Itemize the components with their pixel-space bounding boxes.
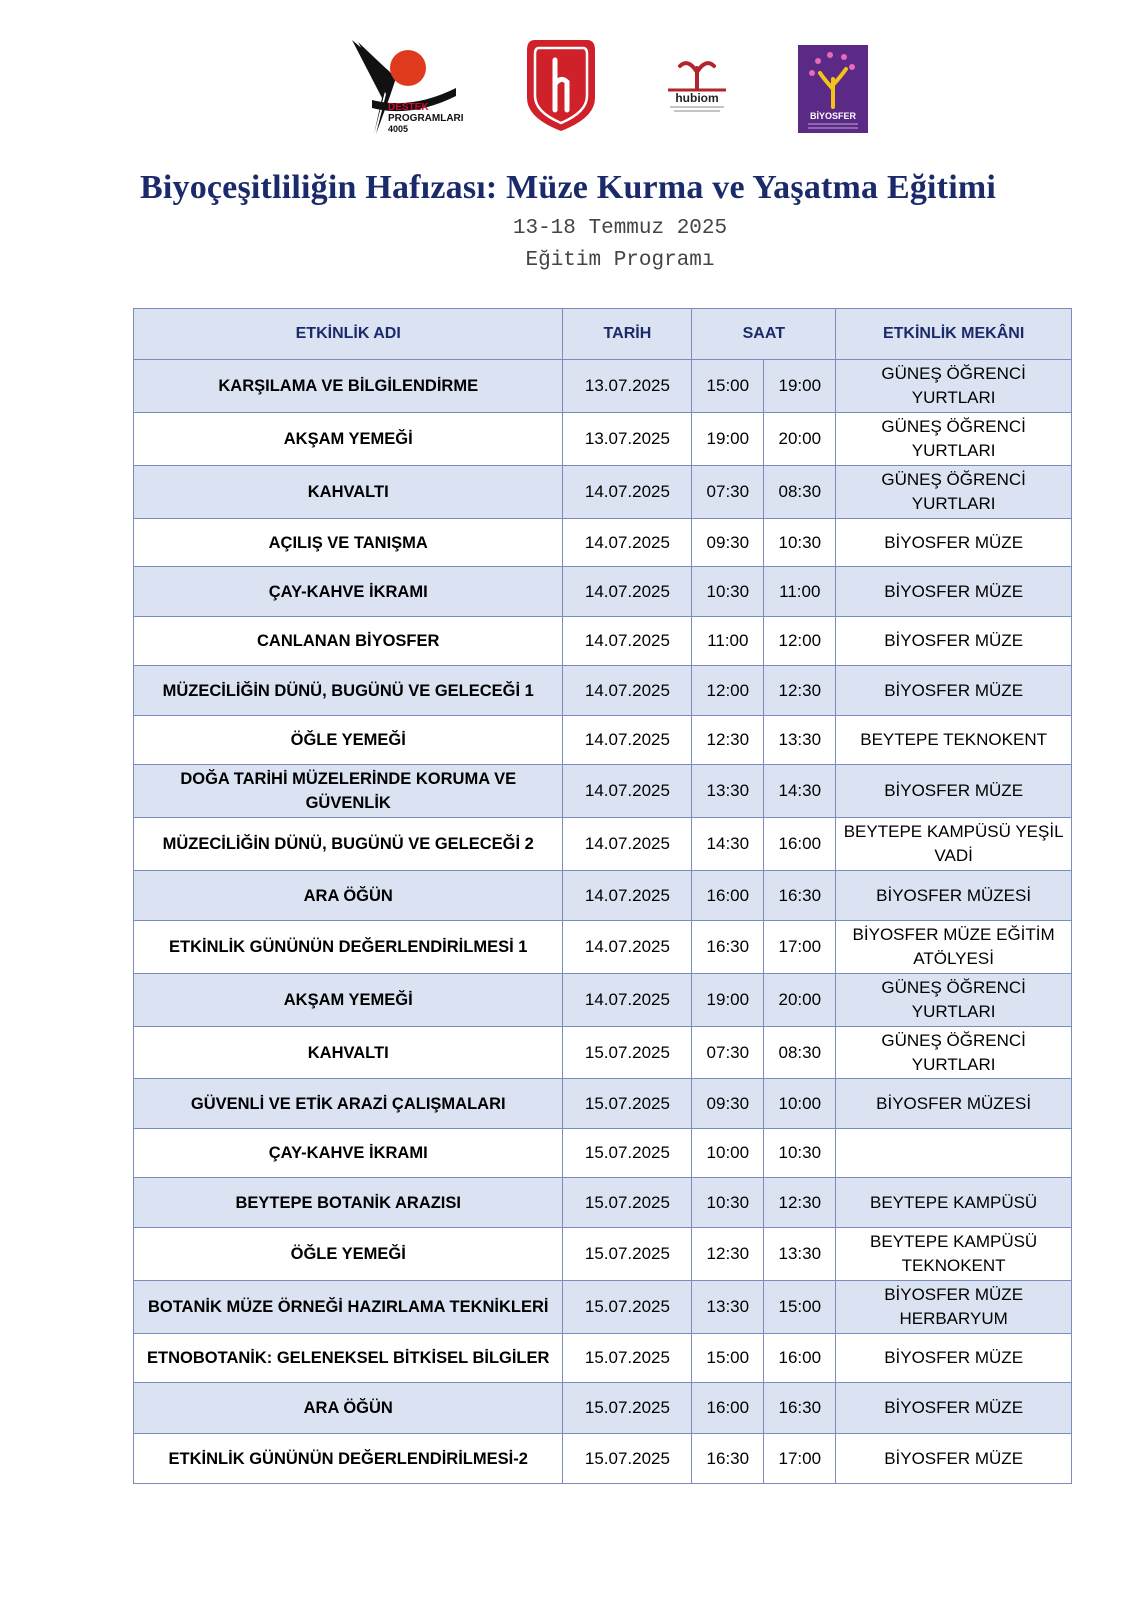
date-range: 13-18 Temmuz 2025 [512,217,728,240]
table-row [134,921,1072,974]
destek-programlari-logo [352,38,470,138]
cell-venue: BEYTEPE KAMPÜSÜ TEKNOKENT [836,1228,1072,1281]
cell-date: 14.07.2025 [563,567,692,617]
svg-text:BİYOSFER: BİYOSFER [809,111,857,121]
table-row [134,1334,1072,1383]
cell-venue: BEYTEPE TEKNOKENT [836,716,1072,765]
cell-venue: BİYOSFER MÜZESİ [836,1079,1072,1129]
table-row [134,765,1072,818]
cell-venue: BİYOSFER MÜZE [836,765,1072,818]
table-row [134,1281,1072,1334]
cell-venue: BİYOSFER MÜZE EĞİTİM ATÖLYESİ [836,921,1072,974]
table-row [134,1228,1072,1281]
table-row [134,617,1072,666]
cell-name: ÖĞLE YEMEĞİ [134,1228,563,1281]
cell-end: 12:00 [764,617,836,666]
cell-name: AKŞAM YEMEĞİ [134,413,563,466]
cell-start: 10:30 [692,567,764,617]
cell-date: 14.07.2025 [563,871,692,921]
table-row [134,1027,1072,1079]
svg-text:4005: 4005 [388,124,409,134]
cell-end: 20:00 [764,974,836,1027]
cell-start: 13:30 [692,1281,764,1334]
cell-name: ÇAY-KAHVE İKRAMI [134,567,563,617]
cell-end: 16:00 [764,818,836,871]
cell-end: 13:30 [764,1228,836,1281]
cell-end: 13:30 [764,716,836,765]
cell-start: 10:00 [692,1129,764,1178]
table-row [134,871,1072,921]
cell-date: 15.07.2025 [563,1434,692,1484]
cell-start: 10:30 [692,1178,764,1228]
cell-name: KAHVALTI [134,1027,563,1079]
cell-start: 16:30 [692,921,764,974]
cell-start: 12:30 [692,1228,764,1281]
cell-start: 16:00 [692,871,764,921]
column-header-name: ETKİNLİK ADI [134,309,563,360]
column-header-time: SAAT [692,309,836,360]
table-row [134,360,1072,413]
cell-name: BOTANİK MÜZE ÖRNEĞİ HAZIRLAMA TEKNİKLERİ [134,1281,563,1334]
cell-start: 16:30 [692,1434,764,1484]
cell-venue: BİYOSFER MÜZE [836,519,1072,567]
cell-name: GÜVENLİ VE ETİK ARAZİ ÇALIŞMALARI [134,1079,563,1129]
cell-start: 12:30 [692,716,764,765]
table-row [134,1079,1072,1129]
cell-date: 15.07.2025 [563,1334,692,1383]
hacettepe-university-logo [525,38,597,133]
cell-start: 19:00 [692,974,764,1027]
cell-date: 15.07.2025 [563,1228,692,1281]
cell-date: 15.07.2025 [563,1079,692,1129]
cell-start: 09:30 [692,519,764,567]
cell-start: 07:30 [692,466,764,519]
cell-date: 14.07.2025 [563,519,692,567]
cell-date: 15.07.2025 [563,1281,692,1334]
cell-end: 16:00 [764,1334,836,1383]
cell-start: 11:00 [692,617,764,666]
column-header-date: TARİH [563,309,692,360]
cell-venue: GÜNEŞ ÖĞRENCİ YURTLARI [836,360,1072,413]
cell-venue: GÜNEŞ ÖĞRENCİ YURTLARI [836,413,1072,466]
cell-venue: BİYOSFER MÜZESİ [836,871,1072,921]
cell-name: MÜZECİLİĞİN DÜNÜ, BUGÜNÜ VE GELECEĞİ 2 [134,818,563,871]
table-row [134,1434,1072,1484]
cell-venue: GÜNEŞ ÖĞRENCİ YURTLARI [836,1027,1072,1079]
svg-text:DESTEK: DESTEK [388,102,429,113]
cell-start: 09:30 [692,1079,764,1129]
cell-venue: BİYOSFER MÜZE [836,1434,1072,1484]
cell-start: 19:00 [692,413,764,466]
biyosfer-logo [798,45,868,133]
logo-bar [0,38,1136,138]
cell-venue: BİYOSFER MÜZE [836,666,1072,716]
cell-start: 16:00 [692,1383,764,1434]
cell-date: 14.07.2025 [563,617,692,666]
cell-end: 16:30 [764,1383,836,1434]
document-subtitle: Eğitim Programı [525,249,715,272]
cell-start: 13:30 [692,765,764,818]
cell-venue: BİYOSFER MÜZE [836,617,1072,666]
cell-name: KARŞILAMA VE BİLGİLENDİRME [134,360,563,413]
cell-name: AÇILIŞ VE TANIŞMA [134,519,563,567]
cell-end: 11:00 [764,567,836,617]
cell-end: 12:30 [764,666,836,716]
cell-venue: BİYOSFER MÜZE [836,1383,1072,1434]
cell-venue: BİYOSFER MÜZE [836,567,1072,617]
cell-start: 07:30 [692,1027,764,1079]
cell-end: 10:00 [764,1079,836,1129]
cell-name: BEYTEPE BOTANİK ARAZISI [134,1178,563,1228]
cell-name: MÜZECİLİĞİN DÜNÜ, BUGÜNÜ VE GELECEĞİ 1 [134,666,563,716]
cell-date: 14.07.2025 [563,716,692,765]
cell-venue: BİYOSFER MÜZE [836,1334,1072,1383]
cell-name: ÖĞLE YEMEĞİ [134,716,563,765]
cell-date: 15.07.2025 [563,1027,692,1079]
cell-name: KAHVALTI [134,466,563,519]
cell-date: 15.07.2025 [563,1383,692,1434]
cell-name: ARA ÖĞÜN [134,1383,563,1434]
table-row [134,1129,1072,1178]
cell-end: 17:00 [764,1434,836,1484]
cell-venue: GÜNEŞ ÖĞRENCİ YURTLARI [836,974,1072,1027]
schedule-body [134,360,1072,1484]
cell-end: 17:00 [764,921,836,974]
table-row [134,519,1072,567]
table-row [134,567,1072,617]
cell-name: DOĞA TARİHİ MÜZELERİNDE KORUMA VE GÜVENLİK [134,765,563,818]
cell-name: ETKİNLİK GÜNÜNÜN DEĞERLENDİRİLMESİ 1 [134,921,563,974]
cell-date: 13.07.2025 [563,413,692,466]
cell-name: ETKİNLİK GÜNÜNÜN DEĞERLENDİRİLMESİ-2 [134,1434,563,1484]
cell-start: 14:30 [692,818,764,871]
cell-end: 08:30 [764,1027,836,1079]
table-header-row [134,309,1072,360]
cell-venue: GÜNEŞ ÖĞRENCİ YURTLARI [836,466,1072,519]
cell-start: 12:00 [692,666,764,716]
cell-name: ÇAY-KAHVE İKRAMI [134,1129,563,1178]
cell-name: AKŞAM YEMEĞİ [134,974,563,1027]
cell-end: 10:30 [764,519,836,567]
cell-start: 15:00 [692,360,764,413]
cell-name: CANLANAN BİYOSFER [134,617,563,666]
cell-end: 15:00 [764,1281,836,1334]
cell-date: 14.07.2025 [563,666,692,716]
cell-end: 16:30 [764,871,836,921]
cell-name: ARA ÖĞÜN [134,871,563,921]
cell-date: 13.07.2025 [563,360,692,413]
hubiom-logo [650,50,745,120]
svg-text:hubiom: hubiom [675,91,719,105]
cell-end: 10:30 [764,1129,836,1178]
document-title: Biyoçeşitliliğin Hafızası: Müze Kurma ve Yaşatma Eğitimi [139,169,997,206]
cell-venue [836,1129,1072,1178]
cell-end: 14:30 [764,765,836,818]
table-row [134,413,1072,466]
cell-end: 12:30 [764,1178,836,1228]
cell-date: 14.07.2025 [563,818,692,871]
table-row [134,1178,1072,1228]
svg-text:PROGRAMLARI: PROGRAMLARI [388,113,464,124]
schedule-table [133,308,1072,1484]
cell-date: 14.07.2025 [563,765,692,818]
cell-venue: BİYOSFER MÜZE HERBARYUM [836,1281,1072,1334]
cell-venue: BEYTEPE KAMPÜSÜ YEŞİL VADİ [836,818,1072,871]
cell-name: ETNOBOTANİK: GELENEKSEL BİTKİSEL BİLGİLER [134,1334,563,1383]
table-row [134,716,1072,765]
table-row [134,1383,1072,1434]
cell-end: 08:30 [764,466,836,519]
cell-date: 14.07.2025 [563,921,692,974]
table-row [134,818,1072,871]
cell-end: 19:00 [764,360,836,413]
table-row [134,466,1072,519]
column-header-venue: ETKİNLİK MEKÂNI [836,309,1072,360]
cell-venue: BEYTEPE KAMPÜSÜ [836,1178,1072,1228]
cell-date: 14.07.2025 [563,974,692,1027]
cell-end: 20:00 [764,413,836,466]
cell-start: 15:00 [692,1334,764,1383]
cell-date: 15.07.2025 [563,1129,692,1178]
cell-date: 14.07.2025 [563,466,692,519]
table-row [134,974,1072,1027]
cell-date: 15.07.2025 [563,1178,692,1228]
table-row [134,666,1072,716]
